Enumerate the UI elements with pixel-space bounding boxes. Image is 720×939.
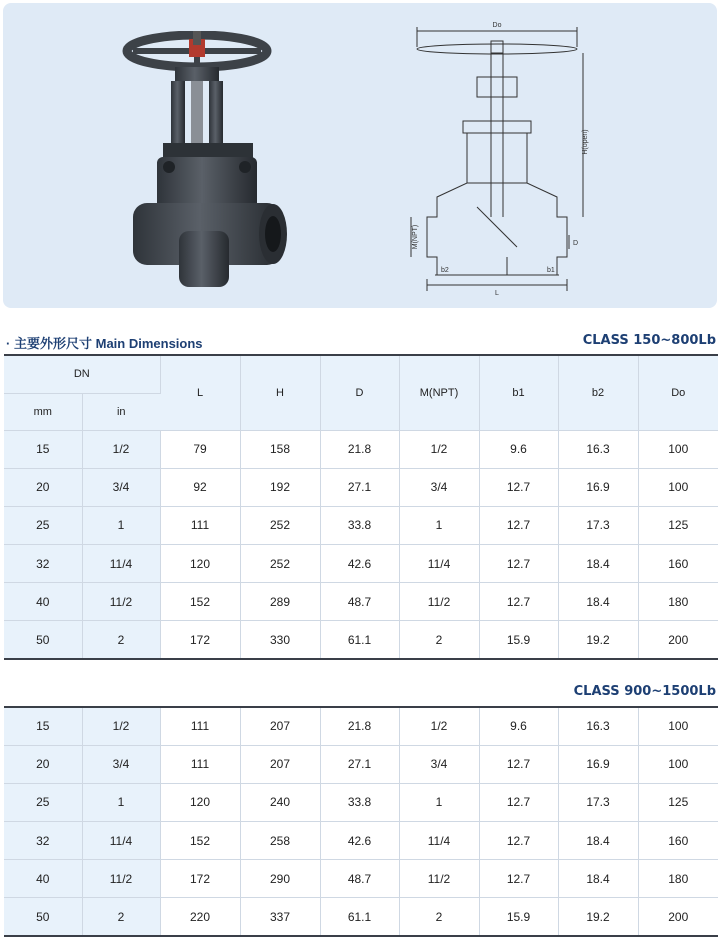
table-cell: 1 bbox=[399, 506, 479, 544]
table-cell: 15.9 bbox=[479, 621, 558, 659]
table-cell: 17.3 bbox=[558, 783, 638, 821]
table-cell: 252 bbox=[240, 506, 320, 544]
table-cell: 50 bbox=[4, 621, 82, 659]
label-h-open: H(open) bbox=[582, 129, 589, 155]
table-cell: 180 bbox=[638, 860, 718, 898]
dimensions-table-900-1500 bbox=[4, 706, 718, 937]
table-cell: 92 bbox=[160, 468, 240, 506]
table-cell: 111 bbox=[160, 707, 240, 745]
table-cell: 16.3 bbox=[558, 707, 638, 745]
table-cell: 33.8 bbox=[320, 506, 399, 544]
table-cell: 160 bbox=[638, 822, 718, 860]
header-do: Do bbox=[638, 355, 718, 430]
table-cell: 172 bbox=[160, 621, 240, 659]
table-cell: 21.8 bbox=[320, 707, 399, 745]
table-cell: 33.8 bbox=[320, 783, 399, 821]
table-cell: 120 bbox=[160, 545, 240, 583]
header-d: D bbox=[320, 355, 399, 430]
table-row bbox=[4, 745, 718, 783]
section-title-en: Main Dimensions bbox=[95, 336, 203, 351]
table-cell: 19.2 bbox=[558, 898, 638, 936]
table-cell: 9.6 bbox=[479, 430, 558, 468]
table-row bbox=[4, 707, 718, 745]
table-row bbox=[4, 545, 718, 583]
table-cell: 252 bbox=[240, 545, 320, 583]
table-cell: 16.3 bbox=[558, 430, 638, 468]
table-cell: 17.3 bbox=[558, 506, 638, 544]
table-cell: 25 bbox=[4, 783, 82, 821]
table-cell: 18.4 bbox=[558, 860, 638, 898]
table-cell: 11/4 bbox=[82, 545, 160, 583]
table-cell: 1/2 bbox=[82, 707, 160, 745]
table-cell: 207 bbox=[240, 745, 320, 783]
table-cell: 172 bbox=[160, 860, 240, 898]
table-cell: 1/2 bbox=[82, 430, 160, 468]
table-cell: 220 bbox=[160, 898, 240, 936]
table-cell: 2 bbox=[82, 621, 160, 659]
section-title-cn: 主要外形尺寸 bbox=[13, 337, 92, 352]
table-cell: 2 bbox=[82, 898, 160, 936]
table-cell: 12.7 bbox=[479, 745, 558, 783]
table-cell: 152 bbox=[160, 822, 240, 860]
table-cell: 32 bbox=[4, 822, 82, 860]
table-cell: 100 bbox=[638, 707, 718, 745]
table-cell: 289 bbox=[240, 583, 320, 621]
table-cell: 1/2 bbox=[399, 430, 479, 468]
class-label-150-800: CLASS 150~800Lb bbox=[582, 333, 716, 348]
table-row bbox=[4, 860, 718, 898]
header-dn: DN bbox=[4, 355, 160, 393]
table-cell: 18.4 bbox=[558, 583, 638, 621]
table-cell: 48.7 bbox=[320, 583, 399, 621]
table-cell: 18.4 bbox=[558, 822, 638, 860]
table-cell: 61.1 bbox=[320, 898, 399, 936]
label-b2: b2 bbox=[441, 267, 449, 274]
table-cell: 200 bbox=[638, 621, 718, 659]
table-cell: 12.7 bbox=[479, 860, 558, 898]
table-cell: 100 bbox=[638, 430, 718, 468]
table-cell: 111 bbox=[160, 745, 240, 783]
table-cell: 3/4 bbox=[82, 468, 160, 506]
table-row bbox=[4, 898, 718, 936]
header-b2: b2 bbox=[558, 355, 638, 430]
header-in: in bbox=[82, 393, 160, 430]
table-cell: 100 bbox=[638, 745, 718, 783]
table-cell: 290 bbox=[240, 860, 320, 898]
table-cell: 3/4 bbox=[82, 745, 160, 783]
table-cell: 330 bbox=[240, 621, 320, 659]
table-cell: 40 bbox=[4, 860, 82, 898]
header-l: L bbox=[160, 355, 240, 430]
table-cell: 9.6 bbox=[479, 707, 558, 745]
header-b1: b1 bbox=[479, 355, 558, 430]
table-cell: 61.1 bbox=[320, 621, 399, 659]
table-cell: 100 bbox=[638, 468, 718, 506]
table-row bbox=[4, 506, 718, 544]
header-m: M(NPT) bbox=[399, 355, 479, 430]
table-cell: 11/4 bbox=[399, 545, 479, 583]
table-cell: 32 bbox=[4, 545, 82, 583]
table-cell: 25 bbox=[4, 506, 82, 544]
table-cell: 200 bbox=[638, 898, 718, 936]
table-cell: 152 bbox=[160, 583, 240, 621]
table-cell: 15 bbox=[4, 430, 82, 468]
table-cell: 1 bbox=[82, 506, 160, 544]
class-label-900-1500: CLASS 900~1500Lb bbox=[573, 684, 716, 699]
table-cell: 42.6 bbox=[320, 822, 399, 860]
table-cell: 20 bbox=[4, 745, 82, 783]
table-row bbox=[4, 822, 718, 860]
table-cell: 180 bbox=[638, 583, 718, 621]
table-cell: 12.7 bbox=[479, 468, 558, 506]
table-cell: 160 bbox=[638, 545, 718, 583]
product-banner bbox=[3, 3, 717, 308]
label-b1: b1 bbox=[547, 267, 555, 274]
table-cell: 2 bbox=[399, 621, 479, 659]
valve-photo bbox=[113, 31, 303, 293]
label-l: L bbox=[495, 290, 499, 297]
table-cell: 192 bbox=[240, 468, 320, 506]
table-cell: 125 bbox=[638, 783, 718, 821]
table-row bbox=[4, 583, 718, 621]
table-cell: 158 bbox=[240, 430, 320, 468]
table-cell: 27.1 bbox=[320, 468, 399, 506]
table-cell: 11/2 bbox=[82, 860, 160, 898]
section-title bbox=[6, 333, 203, 352]
table-cell: 240 bbox=[240, 783, 320, 821]
table-cell: 50 bbox=[4, 898, 82, 936]
table-cell: 11/2 bbox=[399, 583, 479, 621]
table-cell: 207 bbox=[240, 707, 320, 745]
table-cell: 20 bbox=[4, 468, 82, 506]
table-cell: 27.1 bbox=[320, 745, 399, 783]
table-cell: 12.7 bbox=[479, 783, 558, 821]
table-cell: 12.7 bbox=[479, 545, 558, 583]
table-cell: 125 bbox=[638, 506, 718, 544]
dimension-drawing bbox=[407, 17, 597, 297]
table-cell: 11/2 bbox=[82, 583, 160, 621]
table-cell: 42.6 bbox=[320, 545, 399, 583]
section-bullet: · bbox=[6, 336, 11, 351]
table-row bbox=[4, 430, 718, 468]
table-cell: 18.4 bbox=[558, 545, 638, 583]
table-cell: 15.9 bbox=[479, 898, 558, 936]
table-cell: 15 bbox=[4, 707, 82, 745]
table-cell: 120 bbox=[160, 783, 240, 821]
label-d: D bbox=[573, 240, 579, 247]
table-cell: 48.7 bbox=[320, 860, 399, 898]
table-cell: 258 bbox=[240, 822, 320, 860]
table-cell: 2 bbox=[399, 898, 479, 936]
label-do: Do bbox=[492, 22, 502, 29]
dimensions-table-150-800 bbox=[4, 354, 718, 660]
table-cell: 16.9 bbox=[558, 745, 638, 783]
table-cell: 12.7 bbox=[479, 583, 558, 621]
table-cell: 16.9 bbox=[558, 468, 638, 506]
label-m-npt: M(NPT) bbox=[412, 224, 419, 250]
table-cell: 1 bbox=[82, 783, 160, 821]
table-cell: 1 bbox=[399, 783, 479, 821]
table-cell: 3/4 bbox=[399, 745, 479, 783]
table-cell: 11/2 bbox=[399, 860, 479, 898]
table-cell: 40 bbox=[4, 583, 82, 621]
table-cell: 3/4 bbox=[399, 468, 479, 506]
table-cell: 12.7 bbox=[479, 822, 558, 860]
table-row bbox=[4, 468, 718, 506]
table-cell: 79 bbox=[160, 430, 240, 468]
header-h: H bbox=[240, 355, 320, 430]
table-cell: 111 bbox=[160, 506, 240, 544]
table-cell: 1/2 bbox=[399, 707, 479, 745]
table-cell: 11/4 bbox=[82, 822, 160, 860]
header-mm: mm bbox=[4, 393, 82, 430]
table-cell: 19.2 bbox=[558, 621, 638, 659]
table-cell: 11/4 bbox=[399, 822, 479, 860]
table-row bbox=[4, 783, 718, 821]
table-cell: 12.7 bbox=[479, 506, 558, 544]
table-cell: 21.8 bbox=[320, 430, 399, 468]
table-cell: 337 bbox=[240, 898, 320, 936]
table-row bbox=[4, 621, 718, 659]
